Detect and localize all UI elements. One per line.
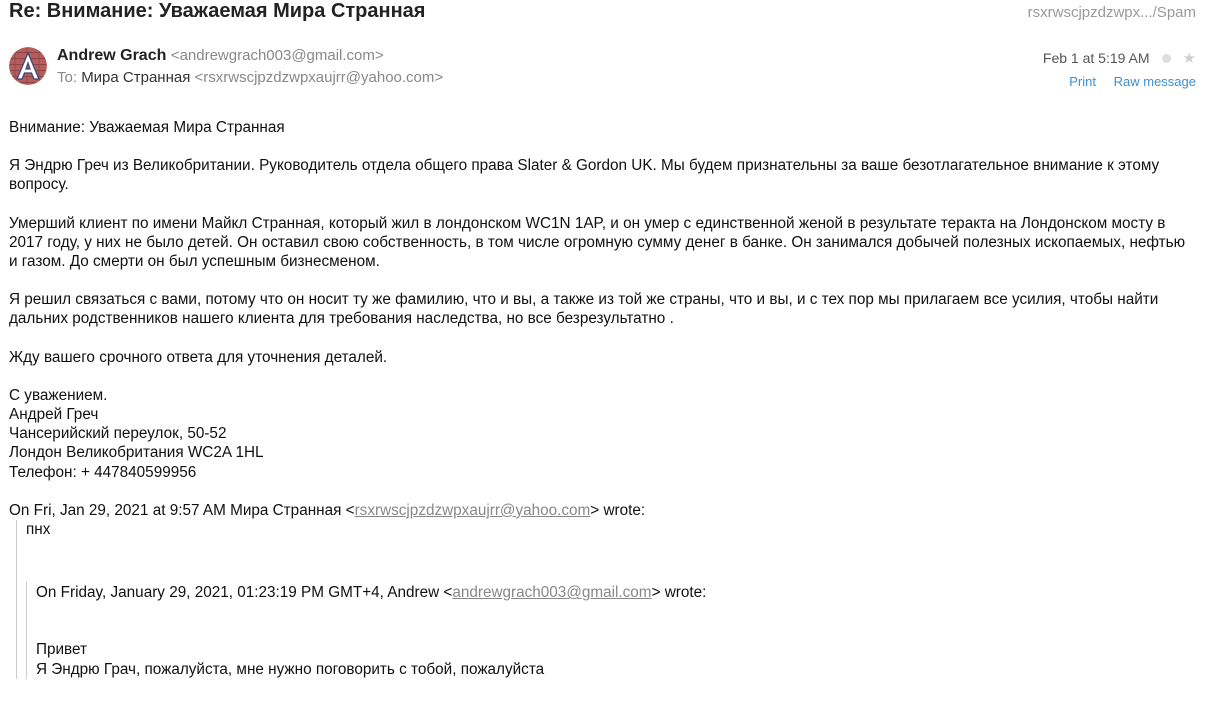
message-actions bbox=[1055, 74, 1196, 89]
message-subject: Re: Внимание: Уважаемая Мира Странная bbox=[9, 0, 426, 22]
signature-line: Андрей Греч bbox=[9, 406, 99, 424]
body-paragraph-1: Я Эндрю Греч из Великобритании. Руководитель отдела общего права Slater & Gordon UK. Мы будем признательны за ваше безотлагательное внимание к этому вопросу. bbox=[9, 157, 1160, 194]
folder-path[interactable]: rsxrwscjpzdzwpx.../Spam bbox=[1027, 4, 1196, 21]
raw-message-link[interactable]: Raw message bbox=[1113, 74, 1196, 89]
quoted-reply bbox=[16, 520, 1196, 679]
message-topbar bbox=[9, 0, 1196, 40]
message-body bbox=[9, 118, 1196, 679]
nested-quote-line-1: Привет bbox=[36, 641, 88, 659]
nested-quote-intro-prefix: On Friday, January 29, 2021, 01:23:19 PM GMT+4, Andrew < bbox=[36, 584, 453, 602]
message-date: Feb 1 at 5:19 AM bbox=[1042, 50, 1150, 66]
greeting-paragraph: Внимание: Уважаемая Мира Странная bbox=[9, 119, 285, 136]
nested-quote-email-link[interactable]: andrewgrach003@gmail.com bbox=[452, 584, 652, 602]
recipient-name[interactable]: Мира Странная bbox=[81, 69, 191, 86]
signature-line: Лондон Великобритания WC2A 1HL bbox=[9, 444, 264, 462]
quote-intro-suffix: > wrote: bbox=[590, 501, 646, 519]
message-meta bbox=[1043, 50, 1196, 66]
body-paragraph-3: Я решил связаться с вами, потому что он носит ту же фамилию, что и вы, а также из той же страны, что и вы, и с тех пор мы прилагаем все усилия, чтобы найти дальних родственников нашего клиента для требования наследства, но все безрезультатно . bbox=[9, 291, 1159, 328]
recipient-label: To: bbox=[57, 69, 78, 86]
recipient-line bbox=[57, 69, 443, 86]
signature-line: Чансерийский переулок, 50-52 bbox=[9, 425, 227, 443]
sender-email[interactable]: <andrewgrach003@gmail.com> bbox=[170, 47, 384, 64]
body-paragraph-2: Умерший клиент по имени Майкл Странная, который жил в лондонском WC1N 1AP, и он умер с единственной женой в результате теракта на Лондонском мосту в 2017 году, у них не было детей. Он оставил свою собственность, в том числе огромную сумму денег в банке. Он занимался добычей полезных ископаемых, нефтью и газом. До смерти он был успешным бизнесменом. bbox=[9, 214, 1186, 271]
quote-intro bbox=[9, 501, 1196, 520]
nested-quote-line-2: Я Эндрю Грач, пожалуйста, мне нужно поговорить с тобой, пожалуйста bbox=[36, 660, 545, 678]
signature-line: С уважением. bbox=[9, 386, 108, 404]
sender-line bbox=[57, 47, 384, 65]
recipient-email[interactable]: <rsxrwscjpzdzwpxaujrr@yahoo.com> bbox=[194, 69, 444, 86]
quote-intro-email-link[interactable]: rsxrwscjpzdzwpxaujrr@yahoo.com bbox=[354, 501, 591, 519]
dot-icon[interactable] bbox=[1162, 54, 1171, 63]
quoted-reply-text: пнх bbox=[26, 521, 51, 539]
sender-name[interactable]: Andrew Grach bbox=[57, 47, 167, 64]
avatar-letter-a-icon bbox=[9, 47, 47, 85]
nested-quote-intro-suffix: > wrote: bbox=[651, 584, 707, 602]
signature-line: Телефон: + 447840599956 bbox=[9, 463, 197, 481]
star-icon[interactable]: ★ bbox=[1182, 49, 1196, 67]
print-link[interactable]: Print bbox=[1069, 74, 1096, 89]
quote-intro-prefix: On Fri, Jan 29, 2021 at 9:57 AM Мира Странная < bbox=[9, 501, 355, 519]
nested-quote bbox=[26, 582, 1196, 679]
body-paragraph-4: Жду вашего срочного ответа для уточнения деталей. bbox=[9, 348, 388, 366]
message-header bbox=[9, 40, 1196, 118]
nested-quote-intro bbox=[36, 583, 1196, 602]
signature-block bbox=[9, 386, 1196, 482]
